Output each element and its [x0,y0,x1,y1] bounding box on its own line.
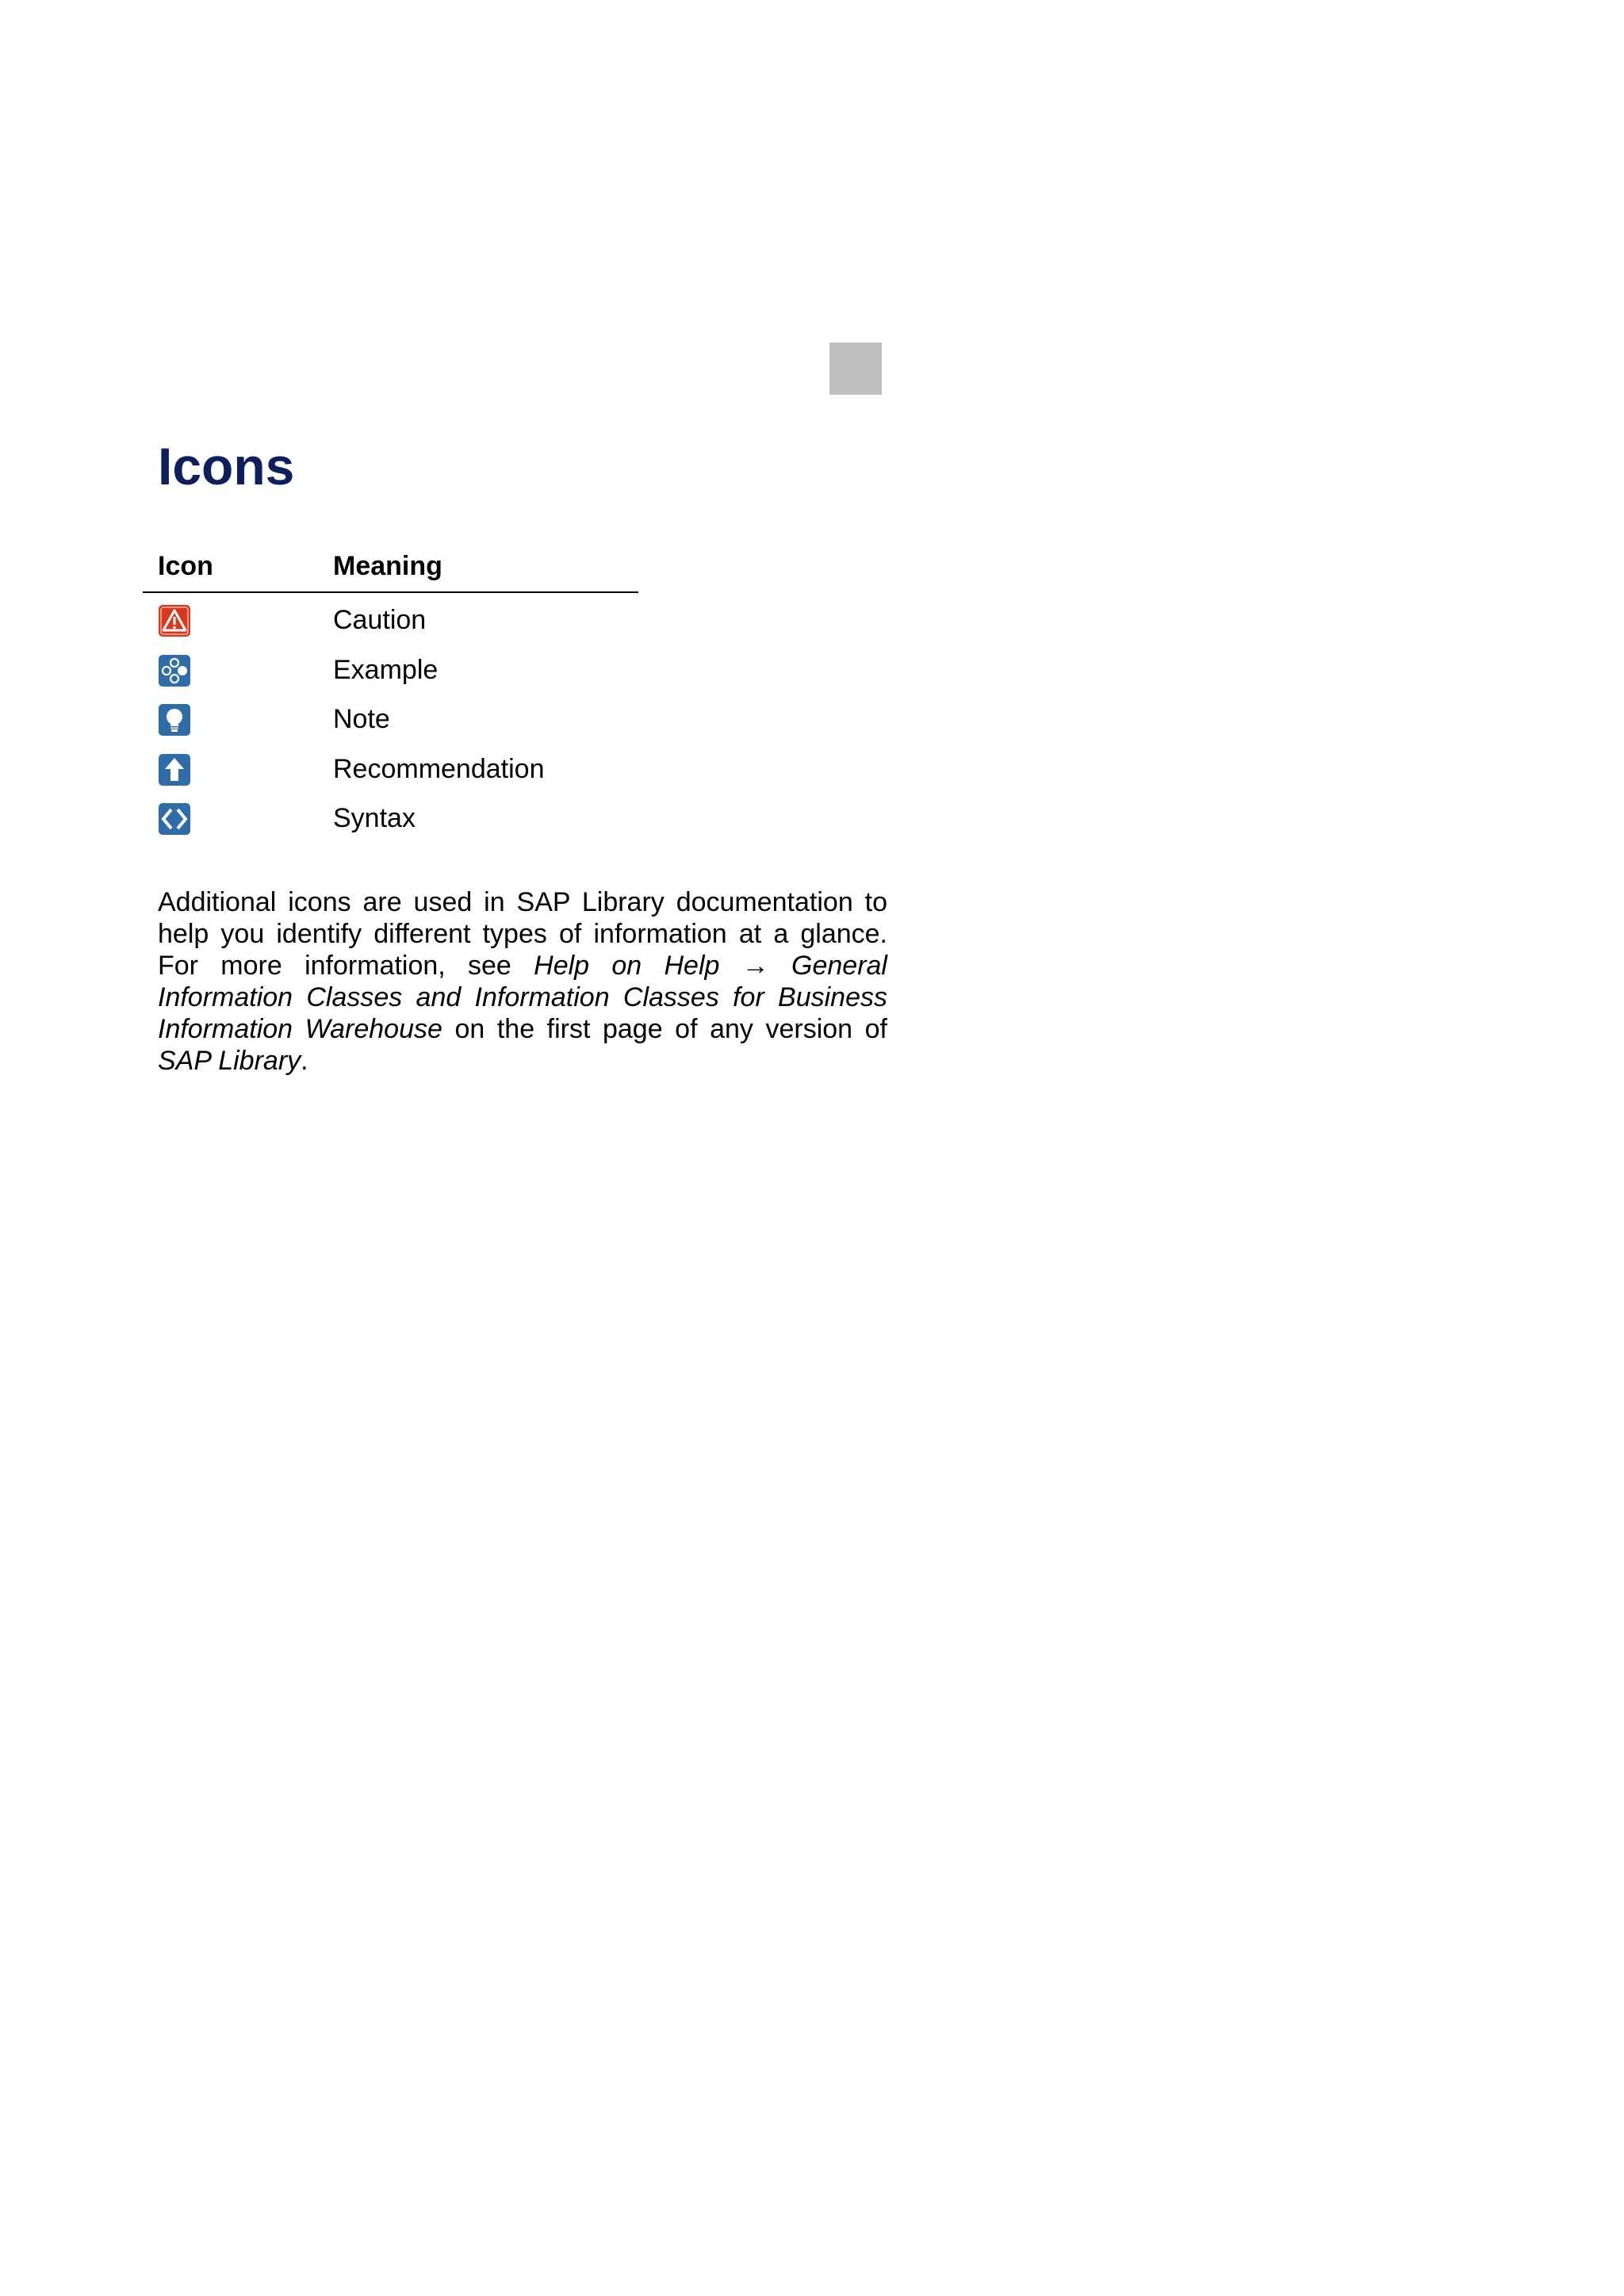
example-icon [158,654,191,687]
table-row [143,692,638,742]
meaning-label: Caution [333,605,427,635]
meaning-label: Note [333,704,390,734]
table-header [143,544,638,593]
table-row [143,791,638,841]
paragraph-text: on the first page of any version of [442,1014,887,1044]
column-header-meaning: Meaning [333,551,442,581]
meaning-label: Recommendation [333,753,545,784]
help-on-help-reference: Help on Help [534,951,720,981]
table-row [143,593,638,643]
meaning-label: Example [333,654,439,685]
icon-table [143,544,638,841]
paragraph-text: . [301,1046,308,1076]
caution-icon [158,604,191,637]
information-classes-reference: General Information Classes and Information Classes for Business Information Warehouse [158,951,887,1044]
arrow-separator: → [719,951,792,981]
sap-library-reference: SAP Library [158,1046,301,1076]
page-title: Icons [158,437,295,496]
table-row [143,643,638,693]
paragraph-text: Additional icons are used in SAP Library documentation to help you identify different types of information at a glance. For more information, see [158,887,887,981]
syntax-icon [158,802,191,836]
meaning-label: Syntax [333,803,416,833]
column-header-icon: Icon [158,551,213,581]
info-paragraph [158,886,887,1077]
table-row [143,742,638,792]
page-marker [829,342,882,395]
note-icon [158,703,191,737]
recommendation-icon [158,753,191,786]
